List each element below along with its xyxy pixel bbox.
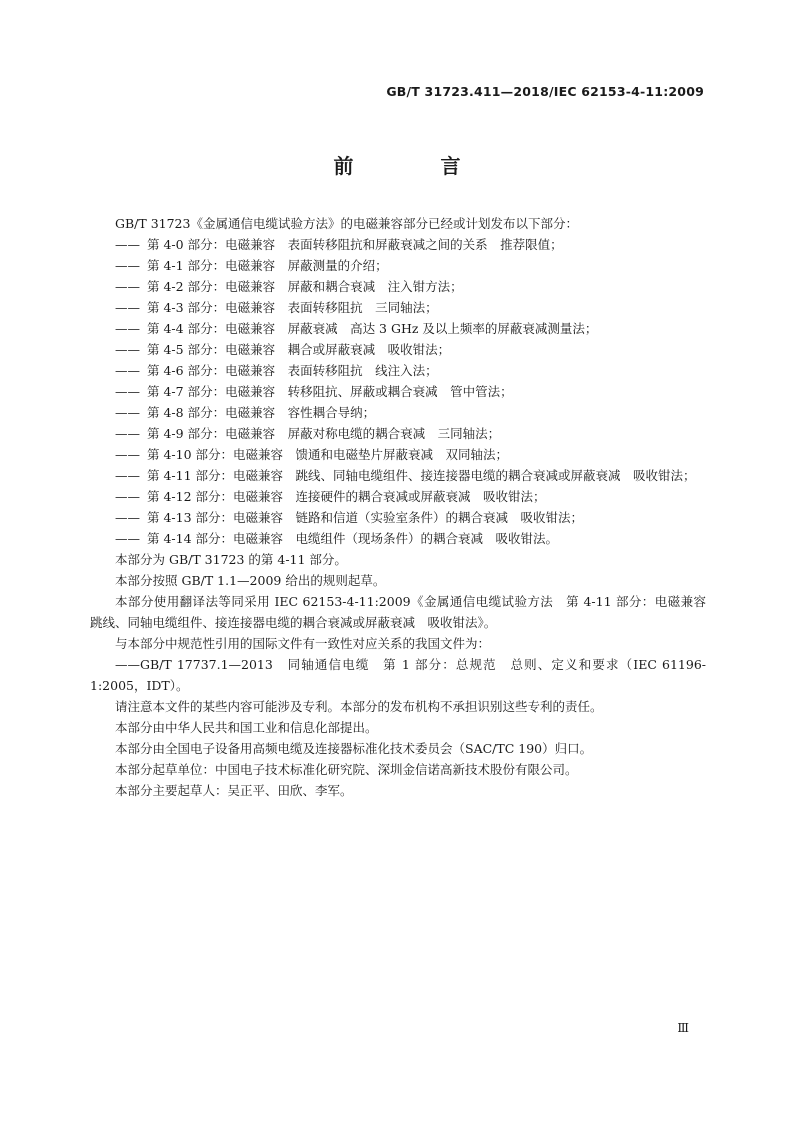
paragraph: 本部分使用翻译法等同采用 IEC 62153-4-11:2009《金属通信电缆试验方法 第 4-11 部分：电磁兼容 跳线、同轴电缆组件、接连接器电缆的耦合衰减或屏蔽衰减 吸收钳法》。 bbox=[90, 594, 719, 630]
paragraph: 请注意本文件的某些内容可能涉及专利。本部分的发布机构不承担识别这些专利的责任。 bbox=[115, 699, 603, 714]
reference-item bbox=[90, 654, 706, 696]
dash-marker: —— bbox=[115, 363, 140, 378]
part-text: 第 4-1 部分：电磁兼容 屏蔽测量的介绍； bbox=[147, 258, 388, 273]
dash-marker: —— bbox=[115, 384, 140, 399]
part-text: 第 4-11 部分：电磁兼容 跳线、同轴电缆组件、接连接器电缆的耦合衰减或屏蔽衰减 吸收钳法； bbox=[147, 468, 696, 483]
paragraph: 本部分主要起草人：吴正平、田欣、李军。 bbox=[115, 783, 353, 798]
list-item bbox=[90, 339, 706, 360]
list-item bbox=[90, 297, 706, 318]
dash-marker: —— bbox=[115, 531, 140, 546]
part-text: 第 4-8 部分：电磁兼容 容性耦合导纳； bbox=[147, 405, 376, 420]
standard-id: GB/T 31723.411—2018/IEC 62153-4-11:2009 bbox=[386, 84, 704, 99]
dash-marker: —— bbox=[115, 510, 140, 525]
paragraph: 本部分为 GB/T 31723 的第 4-11 部分。 bbox=[115, 552, 347, 567]
paragraph: 本部分由中华人民共和国工业和信息化部提出。 bbox=[115, 720, 378, 735]
list-item bbox=[90, 318, 706, 339]
page-number: Ⅲ bbox=[677, 1021, 689, 1035]
dash-marker: —— bbox=[115, 657, 140, 672]
dash-marker: —— bbox=[115, 237, 140, 252]
list-item bbox=[90, 381, 706, 402]
dash-marker: —— bbox=[115, 489, 140, 504]
dash-marker: —— bbox=[115, 342, 140, 357]
foreword-body bbox=[90, 213, 719, 801]
dash-marker: —— bbox=[115, 321, 140, 336]
list-item bbox=[90, 507, 706, 528]
list-item bbox=[90, 444, 706, 465]
part-text: 第 4-7 部分：电磁兼容 转移阻抗、屏蔽或耦合衰减 管中管法； bbox=[147, 384, 513, 399]
part-text: 第 4-6 部分：电磁兼容 表面转移阻抗 线注入法； bbox=[147, 363, 438, 378]
dash-marker: —— bbox=[115, 258, 140, 273]
part-text: 第 4-12 部分：电磁兼容 连接硬件的耦合衰减或屏蔽衰减 吸收钳法； bbox=[147, 489, 546, 504]
list-item bbox=[90, 360, 706, 381]
part-text: 第 4-5 部分：电磁兼容 耦合或屏蔽衰减 吸收钳法； bbox=[147, 342, 451, 357]
paragraph: 本部分按照 GB/T 1.1—2009 给出的规则起草。 bbox=[115, 573, 386, 588]
dash-marker: —— bbox=[115, 279, 140, 294]
reference-text: GB/T 17737.1—2013 同轴通信电缆 第 1 部分：总规范 总则、定义和要求（IEC 61196-1:2005，IDT）。 bbox=[90, 657, 706, 693]
dash-marker: —— bbox=[115, 405, 140, 420]
dash-marker: —— bbox=[115, 447, 140, 462]
list-item bbox=[90, 255, 706, 276]
part-text: 第 4-13 部分：电磁兼容 链路和信道（实验室条件）的耦合衰减 吸收钳法； bbox=[147, 510, 584, 525]
paragraph: 本部分起草单位：中国电子技术标准化研究院、深圳金信诺高新技术股份有限公司。 bbox=[115, 762, 578, 777]
list-item bbox=[90, 402, 706, 423]
part-text: 第 4-3 部分：电磁兼容 表面转移阻抗 三同轴法； bbox=[147, 300, 438, 315]
paragraph: 本部分由全国电子设备用高频电缆及连接器标准化技术委员会（SAC/TC 190）归口。 bbox=[115, 741, 593, 756]
part-text: 第 4-0 部分：电磁兼容 表面转移阻抗和屏蔽衰减之间的关系 推荐限值； bbox=[147, 237, 563, 252]
parts-list bbox=[90, 234, 706, 549]
list-item bbox=[90, 234, 706, 255]
part-text: 第 4-4 部分：电磁兼容 屏蔽衰减 高达 3 GHz 及以上频率的屏蔽衰减测量法； bbox=[147, 321, 598, 336]
part-text: 第 4-2 部分：电磁兼容 屏蔽和耦合衰减 注入钳方法； bbox=[147, 279, 463, 294]
list-item bbox=[90, 528, 706, 549]
list-item bbox=[90, 276, 706, 297]
list-item bbox=[90, 465, 706, 486]
dash-marker: —— bbox=[115, 426, 140, 441]
page-title: 前 言 bbox=[333, 154, 501, 178]
dash-marker: —— bbox=[115, 300, 140, 315]
part-text: 第 4-14 部分：电磁兼容 电缆组件（现场条件）的耦合衰减 吸收钳法。 bbox=[147, 531, 559, 546]
list-item bbox=[90, 486, 706, 507]
part-text: 第 4-9 部分：电磁兼容 屏蔽对称电缆的耦合衰减 三同轴法； bbox=[147, 426, 501, 441]
intro-paragraph: GB/T 31723《金属通信电缆试验方法》的电磁兼容部分已经或计划发布以下部分： bbox=[115, 216, 578, 231]
dash-marker: —— bbox=[115, 468, 140, 483]
part-text: 第 4-10 部分：电磁兼容 馈通和电磁垫片屏蔽衰减 双同轴法； bbox=[147, 447, 509, 462]
list-item bbox=[90, 423, 706, 444]
paragraph: 与本部分中规范性引用的国际文件有一致性对应关系的我国文件为： bbox=[115, 636, 491, 651]
